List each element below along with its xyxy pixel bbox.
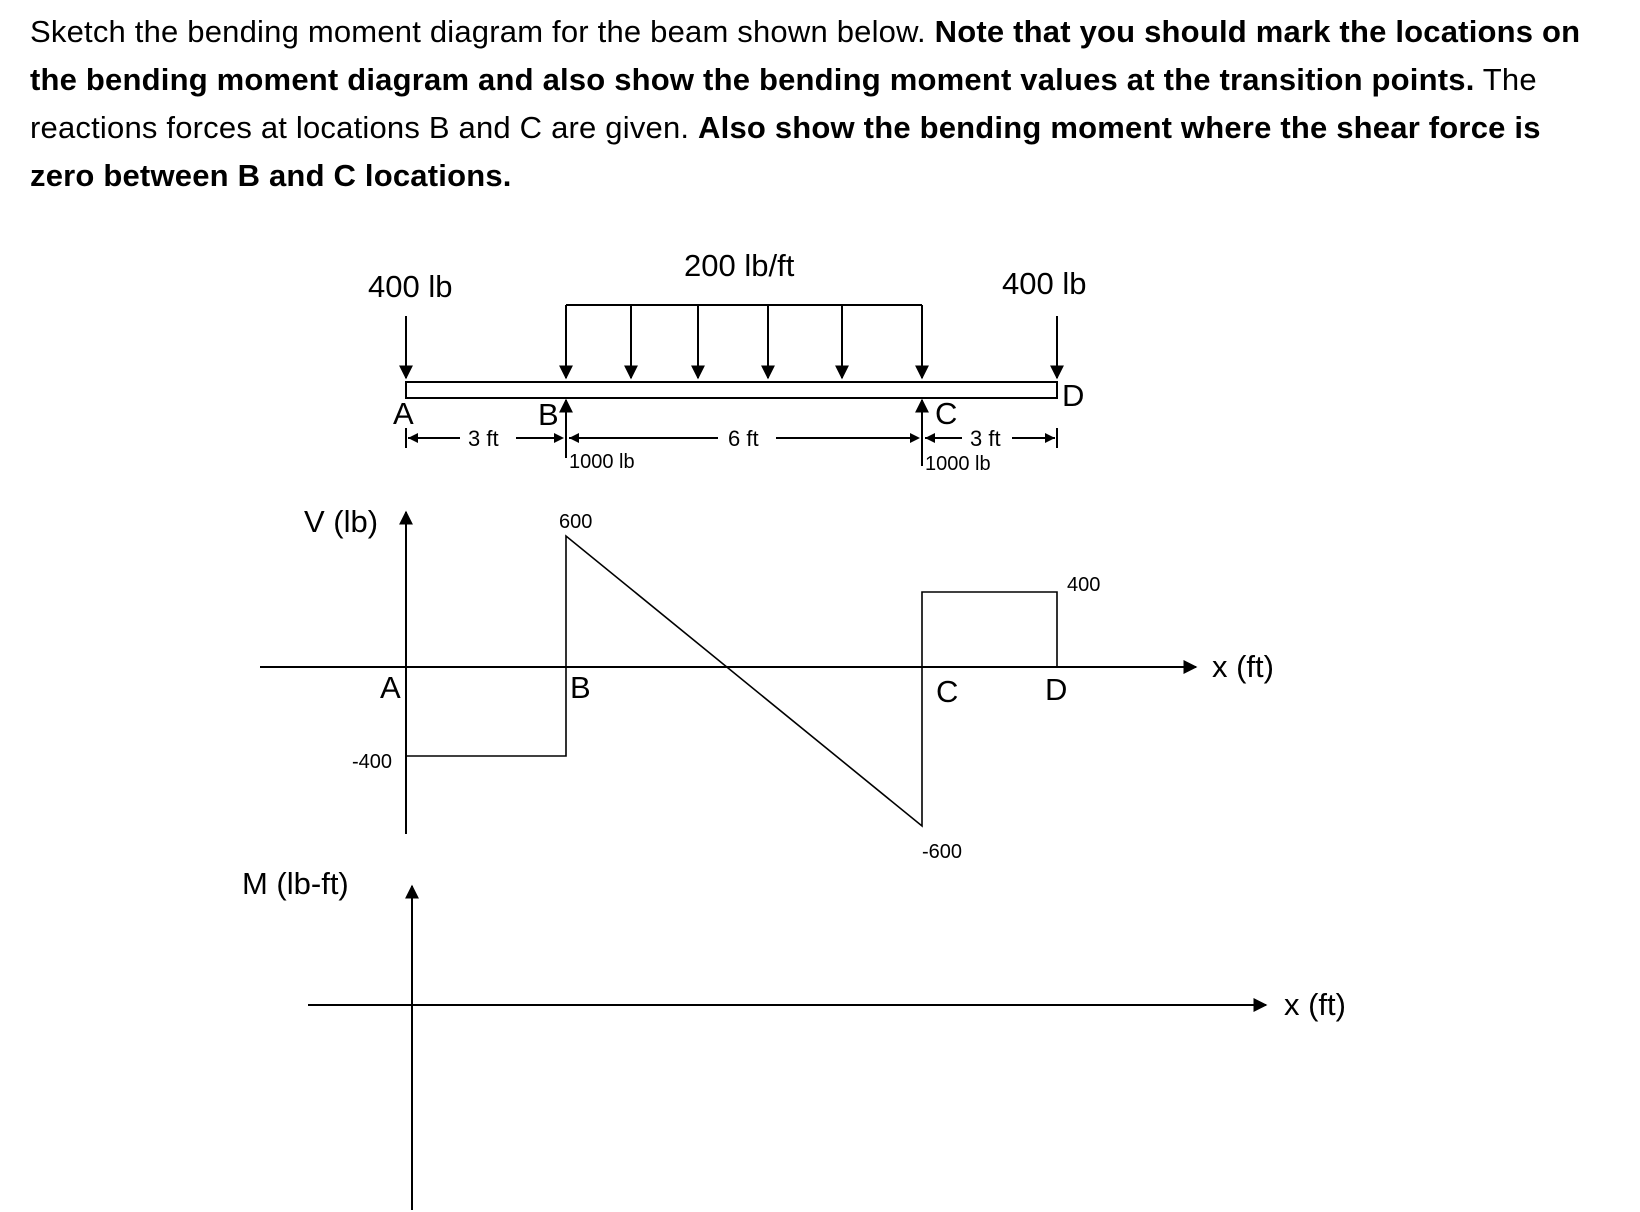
shear-value-neg600: -600 <box>922 841 963 863</box>
shear-x-axis-label: x (ft) <box>1212 649 1274 684</box>
shear-value-600: 600 <box>559 511 593 533</box>
distributed-load-label: 200 lb/ft <box>684 248 795 283</box>
shear-label-B: B <box>570 670 591 705</box>
shear-label-A: A <box>380 670 401 705</box>
reaction-B-label: 1000 lb <box>569 451 635 473</box>
shear-value-neg400: -400 <box>352 751 393 773</box>
problem-text-2: The reactions forces at locations B and C are given. <box>30 62 1537 145</box>
shear-diagram <box>260 504 1274 863</box>
moment-y-axis-label: M (lb-ft) <box>242 866 349 901</box>
beam-label-B: B <box>538 397 559 432</box>
span-BC-label: 6 ft <box>728 426 759 451</box>
beam-label-C: C <box>935 396 958 431</box>
shear-label-D: D <box>1045 672 1068 707</box>
reaction-C-label: 1000 lb <box>925 453 991 475</box>
shear-y-axis-label: V (lb) <box>304 504 379 539</box>
shear-curve <box>406 536 1057 826</box>
moment-x-axis-label: x (ft) <box>1284 987 1346 1022</box>
span-AB-label: 3 ft <box>468 426 499 451</box>
shear-label-C: C <box>936 674 959 709</box>
span-CD-label: 3 ft <box>970 426 1001 451</box>
moment-diagram <box>242 866 1346 1210</box>
problem-text-1: Sketch the bending moment diagram for the beam shown below. <box>30 14 935 49</box>
beam <box>406 382 1057 398</box>
beam-diagram <box>368 248 1086 475</box>
beam-label-A: A <box>393 396 414 431</box>
problem-text-bold-1: Note that you should mark the locations on the bending moment diagram and also show the bending moment values at the transition points. <box>30 14 1581 97</box>
shear-value-400: 400 <box>1067 574 1101 596</box>
distributed-load <box>566 305 922 378</box>
beam-label-D: D <box>1062 378 1085 413</box>
problem-text-bold-2: Also show the bending moment where the shear force is zero between B and C locations. <box>30 110 1541 193</box>
point-load-D-label: 400 lb <box>1002 266 1087 301</box>
point-load-A-label: 400 lb <box>368 269 453 304</box>
